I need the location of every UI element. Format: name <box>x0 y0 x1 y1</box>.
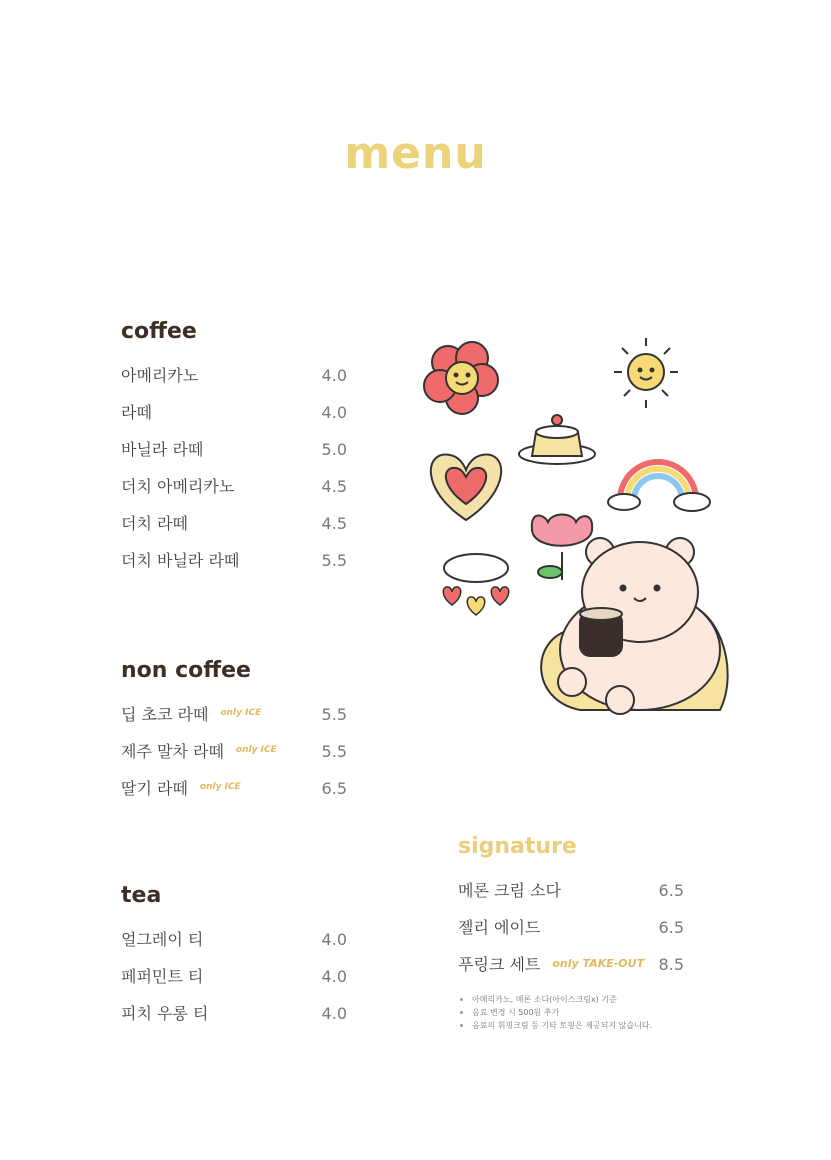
note-item: 아메리카노, 메론 소다(아이스크림x) 기준 <box>458 993 684 1006</box>
cloud-icon <box>444 554 508 582</box>
section-coffee <box>121 317 347 579</box>
only-ice-tag: only ICE <box>220 708 262 718</box>
item-name: 라떼 <box>121 403 152 422</box>
rainbow-icon <box>608 462 710 511</box>
section-signature <box>458 832 684 1032</box>
only-ice-tag: only ICE <box>199 782 241 792</box>
sun-icon <box>614 338 678 408</box>
menu-item <box>121 733 347 770</box>
item-name-text: 딥 초코 라떼 <box>121 705 209 724</box>
menu-item <box>121 468 347 505</box>
item-name-text: 딸기 라떼 <box>121 779 188 798</box>
menu-item <box>458 909 684 946</box>
item-price: 4.5 <box>321 514 347 533</box>
item-price: 8.5 <box>658 955 684 974</box>
item-name: 바닐라 라떼 <box>121 440 204 459</box>
only-ice-tag: only ICE <box>235 745 277 755</box>
menu-item <box>121 357 347 394</box>
menu-item <box>121 394 347 431</box>
menu-item <box>121 431 347 468</box>
note-item: 음료 변경 시 500원 추가 <box>458 1006 684 1019</box>
item-price: 4.0 <box>321 1004 347 1023</box>
menu-item <box>121 995 347 1032</box>
item-price: 5.5 <box>321 742 347 761</box>
item-price: 5.5 <box>321 705 347 724</box>
menu-item <box>121 505 347 542</box>
item-name <box>121 770 241 808</box>
menu-item <box>121 958 347 995</box>
item-price: 4.0 <box>321 403 347 422</box>
item-name: 더치 바닐라 라떼 <box>121 551 240 570</box>
item-name: 피치 우롱 티 <box>121 1004 209 1023</box>
item-name: 페퍼민트 티 <box>121 967 204 986</box>
item-name-text: 제주 말차 라떼 <box>121 742 224 761</box>
bear-illustration <box>420 330 740 730</box>
section-title: tea <box>121 883 162 908</box>
item-price: 4.0 <box>321 967 347 986</box>
section-title: coffee <box>121 319 197 344</box>
notes-list <box>458 993 684 1032</box>
item-name: 아메리카노 <box>121 366 199 385</box>
menu-item <box>121 542 347 579</box>
item-price: 4.0 <box>321 930 347 949</box>
bear-icon <box>541 538 728 714</box>
flower-icon <box>424 342 498 414</box>
item-name-text: 푸링크 세트 <box>458 955 541 974</box>
item-price: 4.0 <box>321 366 347 385</box>
menu-item <box>121 921 347 958</box>
small-hearts-icon <box>443 587 509 615</box>
item-name <box>121 696 261 734</box>
take-out-tag: only TAKE-OUT <box>552 957 645 970</box>
section-tea <box>121 881 347 1032</box>
item-price: 5.5 <box>321 551 347 570</box>
item-name: 얼그레이 티 <box>121 930 204 949</box>
item-price: 6.5 <box>321 779 347 798</box>
item-name: 젤리 에이드 <box>458 918 541 937</box>
item-price: 6.5 <box>658 918 684 937</box>
menu-item <box>121 696 347 733</box>
item-name: 더치 아메리카노 <box>121 477 235 496</box>
item-price: 5.0 <box>321 440 347 459</box>
heart-icon <box>431 455 501 520</box>
menu-item <box>458 946 684 983</box>
section-title: signature <box>458 834 577 859</box>
item-name <box>121 733 277 771</box>
menu-item <box>458 872 684 909</box>
item-name <box>458 946 644 984</box>
menu-item <box>121 770 347 807</box>
item-name: 더치 라떼 <box>121 514 188 533</box>
item-price: 4.5 <box>321 477 347 496</box>
section-non-coffee <box>121 656 347 807</box>
menu-title: menu <box>344 128 487 179</box>
note-item: 음료의 휘핑크림 등 기타 토핑은 제공되지 않습니다. <box>458 1019 684 1032</box>
pudding-icon <box>519 415 595 464</box>
section-title: non coffee <box>121 658 251 683</box>
item-name: 메론 크림 소다 <box>458 881 561 900</box>
tulip-icon <box>532 515 592 581</box>
item-price: 6.5 <box>658 881 684 900</box>
